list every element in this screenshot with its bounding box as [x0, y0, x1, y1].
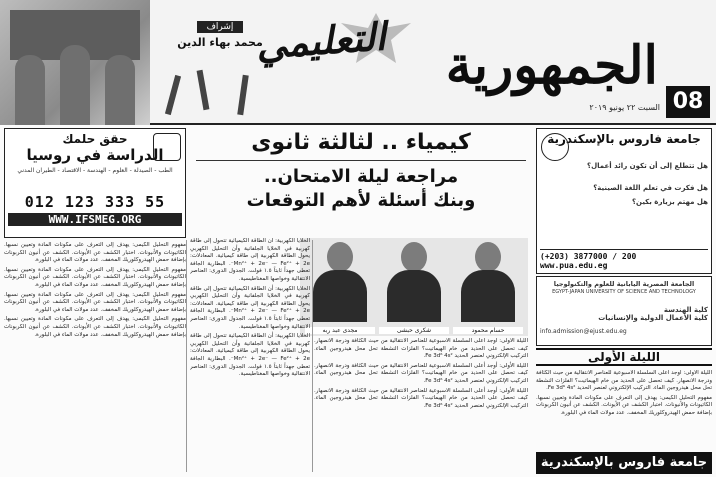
pharos-contact: (+203) 3877000 / 200 www.pua.edu.eg: [540, 249, 708, 270]
pharos-logo-icon: [541, 133, 569, 161]
article-subhead-line-1: مراجعة ليلة الامتحان..: [263, 166, 459, 187]
article-column-3: [4, 242, 186, 472]
article-headline: كيمياء .. لثالثة ثانوى: [251, 130, 471, 155]
column-2-text-repeat-2: الليلة الأولى: أوجد أعلى السلسلة الاسبوعية للعناصر الانتقالية من حيث الكثافة ودرجة الانصهار. كيف تحصل على الحديد من خام الهيماتيت؟ الفلزات النشطة تحل محل هيدروجين الماء. التركيب الإلكتروني لعنصر الحديد Fe 3d⁶ 4s².: [314, 387, 528, 409]
supervisor-name: محمد بهاء الدين: [177, 36, 263, 49]
column-3-text-repeat-3: مفهوم التحليل الكيمى: يهدف إلى التعرف على مكونات المادة وتعيين نسبها. الكاتيونات والأنيونات. اختبار الكشف عن الأيونات. الكشف عن أنيون الكربونات بإضافة حمض الهيدروكلوريك المخفف. عدد مولات الماء في البلورة.: [4, 316, 186, 338]
ejust-subtitle: EGYPT-JAPAN UNIVERSITY OF SCIENCE AND TECHNOLOGY: [552, 289, 696, 295]
teacher-name-3: مجدى عبد ربه: [305, 327, 375, 334]
newspaper-logo: الجمهورية: [445, 35, 658, 96]
column-1-text-repeat: الخلايا الكهربية: أن الطاقة الكيميائية تتحول إلى طاقة كهربية في الخلايا الجلفانية وأن التحليل الكهربي يحول الطاقة الكهربية إلى طاقة كيميائية. المعادلات: Mn²⁺ + 2e⁻ — Fe²⁺ + 2e⁻. البطارية الجافة تعطى جهداً ثابتاً ١.٥ فولت. الجدول الدورى: العناصر الانتقالية وخواصها المغناطيسية.: [190, 285, 310, 330]
study-in-russia-ad: [4, 128, 186, 238]
column-divider: [186, 240, 187, 472]
section-column-text: الليلة الأولى: أوجد أعلى السلسلة الاسبوعية للعناصر الانتقالية من حيث الكثافة ودرجة الانصهار. كيف تحصل على الحديد من خام الهيماتيت؟ الفلزات النشطة تحل محل هيدروجين الماء. التركيب الإلكتروني لعنصر الحديد Fe 3d⁶ 4s².: [536, 370, 712, 392]
issue-date: السبت ٢٢ يونيو ٢٠١٩: [589, 103, 660, 112]
pharos-bottom-banner: جامعة فاروس بالإسكندرية: [536, 452, 712, 474]
column-3-text-repeat: مفهوم التحليل الكيمى: يهدف إلى التعرف على مكونات المادة وتعيين نسبها. الكاتيونات والأنيونات. اختبار الكشف عن الأيونات. الكشف عن أنيون الكربونات بإضافة حمض الهيدروكلوريك المخفف. عدد مولات الماء في البلورة.: [4, 266, 186, 288]
ejust-email: info.admission@ejust.edu.eg: [540, 328, 627, 335]
pharos-question-1: هل تتطلع إلى أن تكون رائد أعمال؟: [587, 162, 708, 170]
column-1-text: الخلايا الكهربية: أن الطاقة الكيميائية تتحول إلى طاقة كهربية في الخلايا الجلفانية وأن التحليل الكهربي يحول الطاقة الكهربية إلى طاقة كيميائية. المعادلات: Mn²⁺ + 2e⁻ — Fe²⁺ + 2e⁻. البطارية الجافة تعطى جهداً ثابتاً ١.٥ فولت. الجدول الدورى: العناصر الانتقالية وخواصها المغناطيسية.: [190, 238, 310, 282]
pharos-ad-title: جامعة فاروس بالإسكندرية: [547, 132, 701, 146]
ejust-title: الجامعة المصرية اليابانية للعلوم والتكنولوجيا: [553, 280, 695, 288]
teachers-photo: [300, 238, 528, 336]
teacher-portrait-2: [384, 242, 444, 322]
article-column-1: [190, 238, 310, 470]
section-column-text-repeat: مفهوم التحليل الكيمى: يهدف إلى التعرف على مكونات المادة وتعيين نسبها. الكاتيونات والأنيونات. اختبار الكشف عن الأيونات. الكشف عن أنيون الكربونات بإضافة حمض الهيدروكلوريك المخفف. عدد مولات الماء في البلورة.: [536, 394, 712, 416]
ejust-ad: [536, 276, 712, 346]
headline-divider: [196, 160, 526, 161]
column-3-text: مفهوم التحليل الكيمى: يهدف إلى التعرف على مكونات المادة وتعيين نسبها. الكاتيونات والأنيونات. اختبار الكشف عن الأيونات. الكشف عن أنيون الكربونات بإضافة حمض الهيدروكلوريك المخفف. عدد مولات الماء في البلورة.: [4, 242, 186, 264]
section-title: الليلة الأولى: [536, 348, 712, 366]
teacher-portrait-3: [310, 242, 370, 322]
teacher-name-1: حسام محمود: [453, 327, 523, 334]
column-3-text-repeat-2: مفهوم التحليل الكيمى: يهدف إلى التعرف على مكونات المادة وتعيين نسبها. الكاتيونات والأنيونات. اختبار الكشف عن الأيونات. الكشف عن أنيون الكربونات بإضافة حمض الهيدروكلوريك المخفف. عدد مولات الماء في البلورة.: [4, 291, 186, 313]
edition-logo: التعليمي: [254, 13, 388, 68]
article-subhead: [196, 165, 526, 213]
pharos-question-2: هل فكرت في تعلم اللغة الصينية؟: [593, 184, 708, 192]
pharos-question-3: هل مهتم بزيارة بكين؟: [631, 198, 708, 206]
ejust-faculty-2: كلية الأعمال الدولية والإنسانيات: [598, 314, 708, 322]
ifs-logo-icon: [153, 133, 181, 161]
classroom-photo: [0, 0, 150, 125]
masthead: [0, 0, 716, 125]
russia-ad-title-2: الدراسة في روسيا: [26, 146, 164, 164]
column-1-text-repeat-2: الخلايا الكهربية: أن الطاقة الكيميائية تتحول إلى طاقة كهربية في الخلايا الجلفانية وأن التحليل الكهربي يحول الطاقة الكهربية إلى طاقة كيميائية. المعادلات: Mn²⁺ + 2e⁻ — Fe²⁺ + 2e⁻. البطارية الجافة تعطى جهداً ثابتاً ١.٥ فولت. الجدول الدورى: العناصر الانتقالية وخواصها المغناطيسية.: [190, 333, 310, 378]
russia-ad-majors: الطب - الصيدلة - العلوم - الهندسة - الاقتصاد - الطيران المدني: [17, 167, 173, 174]
column-divider-2: [312, 240, 313, 472]
column-2-text-repeat: الليلة الأولى: أوجد أعلى السلسلة الاسبوعية للعناصر الانتقالية من حيث الكثافة ودرجة الانصهار. كيف تحصل على الحديد من خام الهيماتيت؟ الفلزات النشطة تحل محل هيدروجين الماء. التركيب الإلكتروني لعنصر الحديد Fe 3d⁶ 4s².: [314, 362, 528, 384]
supervisor-label: إشراف: [197, 21, 244, 33]
russia-ad-website: WWW.IFSMEG.ORG: [8, 213, 182, 226]
ejust-faculty-1: كلية الهندسة: [663, 306, 708, 314]
article-column-2: [314, 338, 528, 472]
teacher-name-2: شكرى حبشى: [379, 327, 449, 334]
page-number: 08: [666, 86, 710, 118]
article-subhead-line-2: وبنك أسئلة لأهم التوقعات: [246, 190, 476, 211]
column-2-text: الليلة الأولى: أوجد أعلى السلسلة الاسبوعية للعناصر الانتقالية من حيث الكثافة ودرجة الانصهار. كيف تحصل على الحديد من خام الهيماتيت؟ الفلزات النشطة تحل محل هيدروجين الماء. التركيب الإلكتروني لعنصر الحديد Fe 3d⁶ 4s².: [314, 338, 528, 360]
section-column: [536, 370, 712, 450]
pharos-university-ad: [536, 128, 712, 274]
russia-ad-phone: 012 123 333 55: [24, 193, 166, 211]
russia-ad-title: حقق حلمك: [62, 132, 128, 146]
teacher-portrait-1: [458, 242, 518, 322]
